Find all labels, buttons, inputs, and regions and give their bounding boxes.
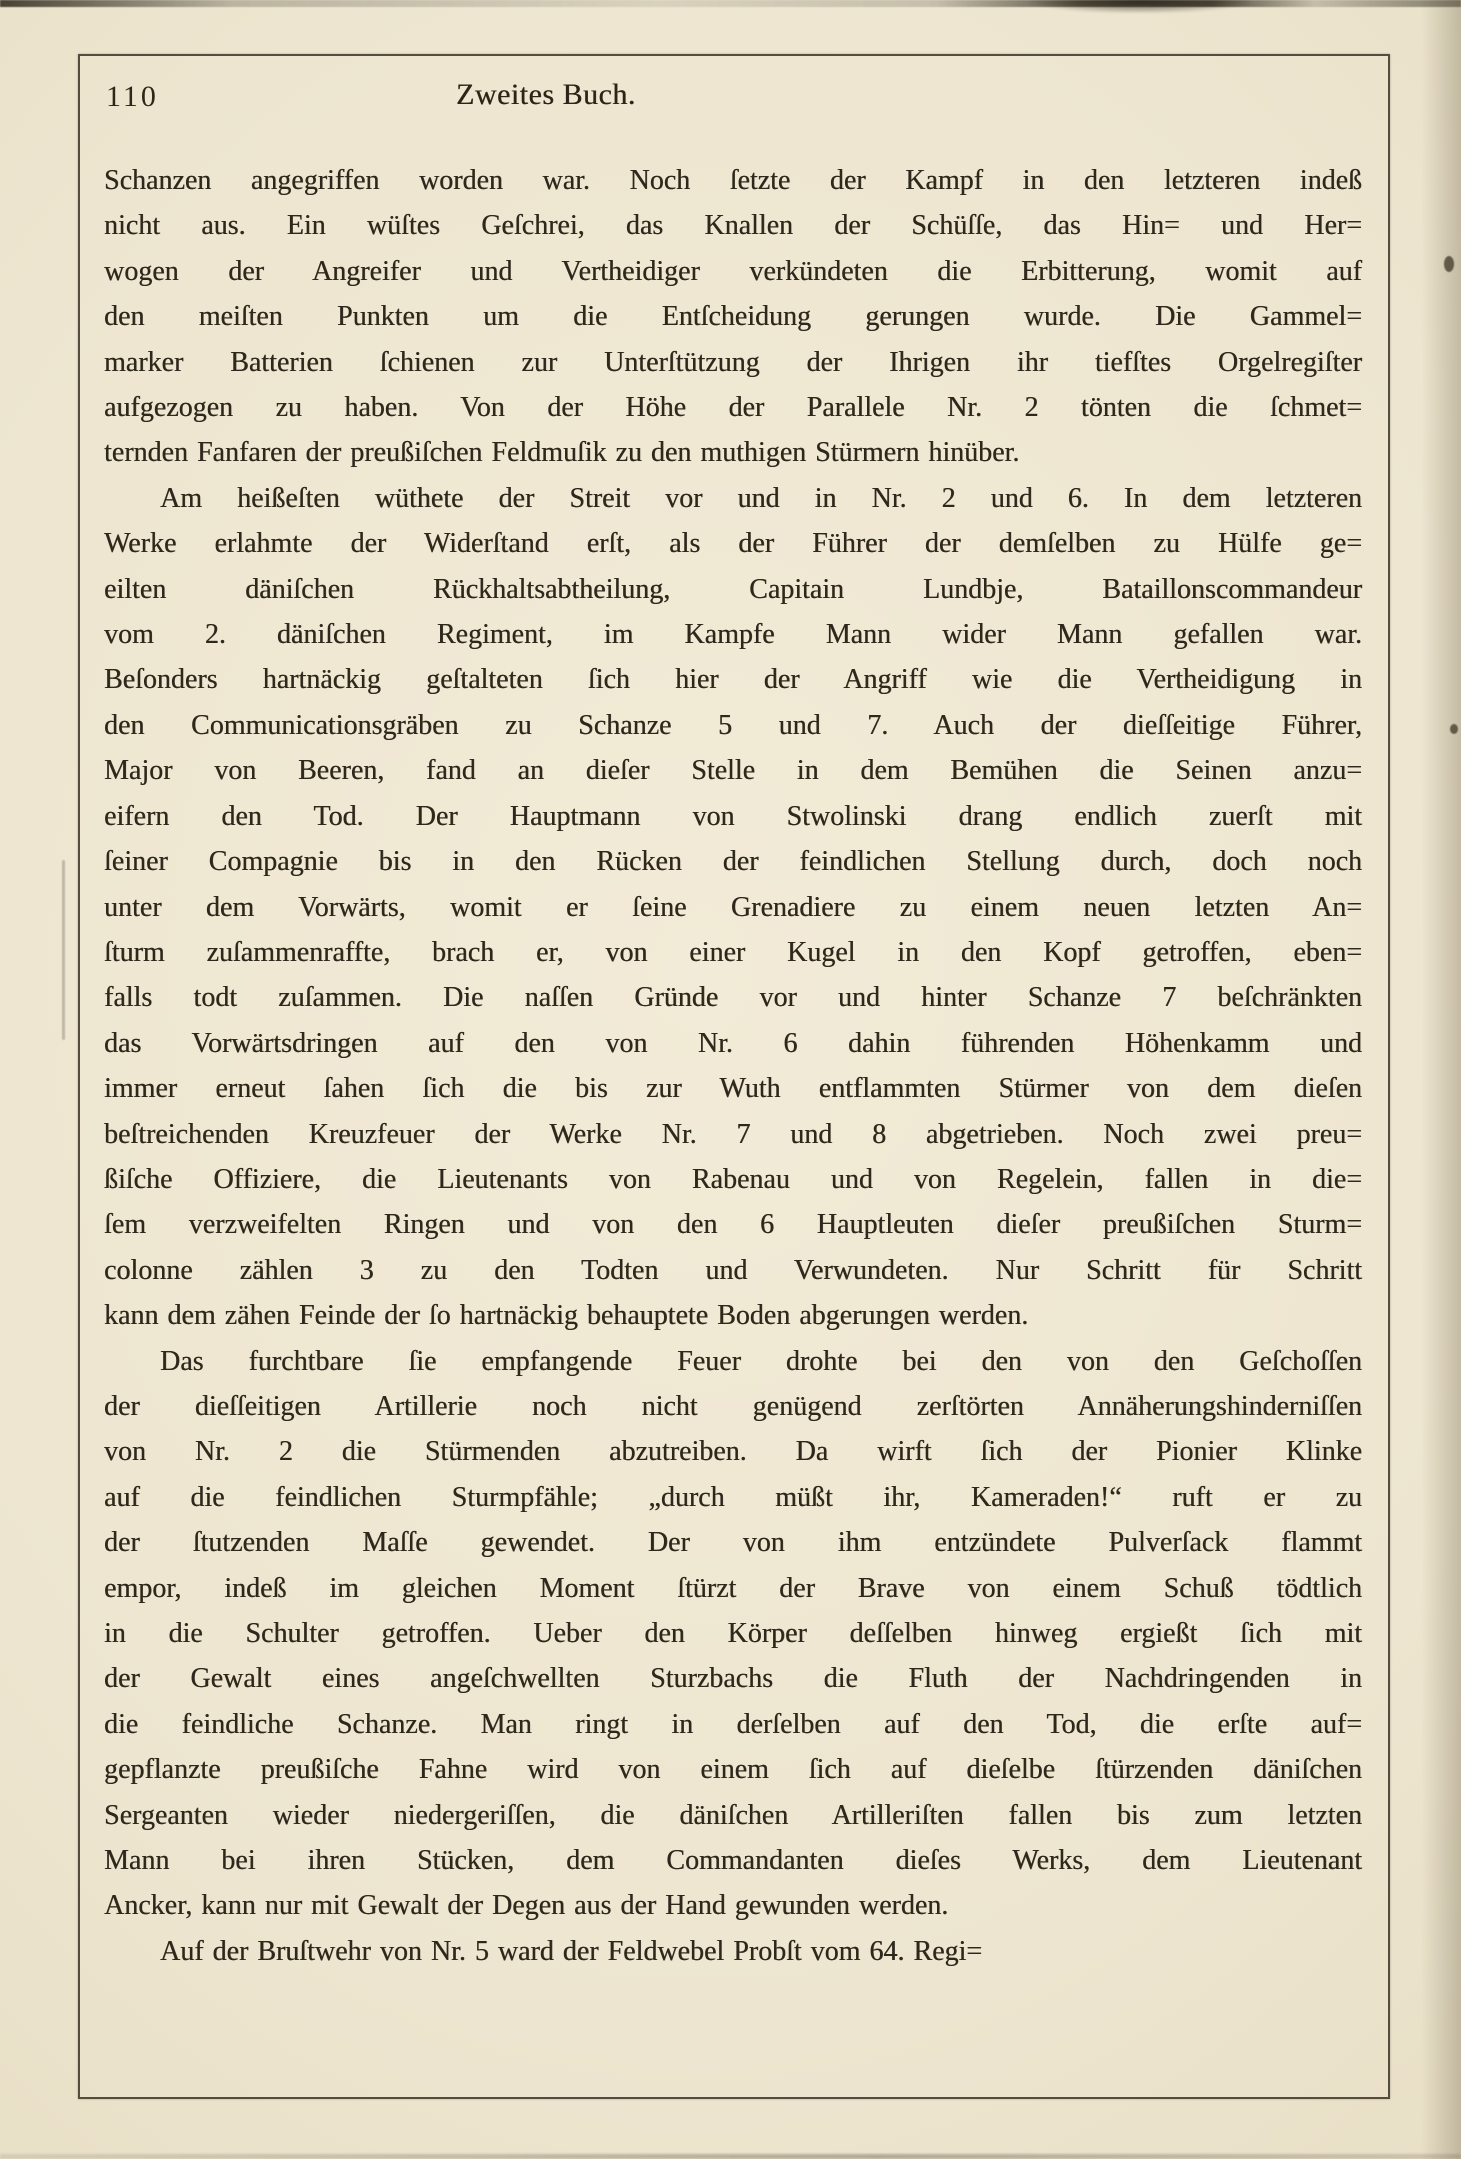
running-head-title: Zweites Buch. [456, 78, 636, 111]
paragraph [104, 476, 1362, 1339]
text-line: von Nr. 2 die Stürmenden abzutreiben. Da wirft ſich der Pionier Klinke [104, 1436, 1362, 1468]
text-line: eifern den Tod. Der Hauptmann von Stwolinski drang endlich zuerſt mit [104, 800, 1362, 832]
scan-edge-artifact-bottom [0, 2154, 1461, 2159]
page-content [104, 78, 1362, 1974]
text-line: wogen der Angreifer und Vertheidiger verkündeten die Erbitterung, womit auf [104, 255, 1362, 287]
scan-blotch [1030, 0, 1250, 13]
text-line: marker Batterien ſchienen zur Unterſtützung der Ihrigen ihr tiefſtes Orgelregiſter [104, 346, 1362, 378]
text-line: ßiſche Offiziere, die Lieutenants von Rabenau und von Regelein, fallen in die= [104, 1163, 1362, 1195]
text-line: der ſtutzenden Maſſe gewendet. Der von ihm entzündete Pulverſack flammt [104, 1527, 1362, 1559]
text-line: unter dem Vorwärts, womit er ſeine Grenadiere zu einem neuen letzten An= [104, 891, 1362, 923]
paper-speck [1444, 256, 1454, 272]
text-line: eilten däniſchen Rückhaltsabtheilung, Capitain Lundbje, Bataillonscommandeur [104, 573, 1362, 605]
text-line: Beſonders hartnäckig geſtalteten ſich hier der Angriff wie die Vertheidigung in [104, 664, 1362, 696]
text-line: Major von Beeren, fand an dieſer Stelle in dem Bemühen die Seinen anzu= [104, 755, 1362, 787]
text-line: empor, indeß im gleichen Moment ſtürzt der Brave von einem Schuß tödtlich [104, 1572, 1362, 1604]
text-line: nicht aus. Ein wüſtes Geſchrei, das Knallen der Schüſſe, das Hin= und Her= [104, 210, 1362, 242]
text-line: ſem verzweifelten Ringen und von den 6 Hauptleuten dieſer preußiſchen Sturm= [104, 1209, 1362, 1241]
paragraph [104, 1929, 1362, 1974]
text-line: Mann bei ihren Stücken, dem Commandanten dieſes Werks, dem Lieutenant [104, 1845, 1362, 1877]
text-line: immer erneut ſahen ſich die bis zur Wuth entflammten Stürmer von dem dieſen [104, 1073, 1362, 1105]
text-line: falls todt zuſammen. Die naſſen Gründe vor und hinter Schanze 7 beſchränkten [104, 982, 1362, 1014]
text-line: den meiſten Punkten um die Entſcheidung gerungen wurde. Die Gammel= [104, 301, 1362, 333]
paragraph [104, 1339, 1362, 1929]
text-line: in die Schulter getroffen. Ueber den Körper deſſelben hinweg ergießt ſich mit [104, 1618, 1362, 1649]
page-edge-shadow [1421, 0, 1461, 2159]
text-line: kann dem zähen Feinde der ſo hartnäckig behauptete Boden abgerungen werden. [104, 1300, 1029, 1332]
text-line: den Communicationsgräben zu Schanze 5 und 7. Auch der dieſſeitige Führer, [104, 709, 1362, 741]
paper-speck [1450, 724, 1458, 734]
text-line: Ancker, kann nur mit Gewalt der Degen aus der Hand gewunden werden. [104, 1890, 949, 1922]
paper-scratch [62, 860, 65, 1040]
text-line: die feindliche Schanze. Man ringt in derſelben auf den Tod, die erſte auf= [104, 1708, 1362, 1740]
text-line: Das furchtbare ſie empfangende Feuer drohte bei den von den Geſchoſſen [160, 1345, 1362, 1377]
text-line: das Vorwärtsdringen auf den von Nr. 6 dahin führenden Höhenkamm und [104, 1027, 1362, 1059]
text-line: der dieſſeitigen Artillerie noch nicht genügend zerſtörten Annäherungshinderniſſen [104, 1390, 1362, 1422]
text-line: ternden Fanfaren der preußiſchen Feldmuſik zu den muthigen Stürmern hinüber. [104, 437, 1020, 469]
text-line: ſeiner Compagnie bis in den Rücken der feindlichen Stellung durch, doch noch [104, 846, 1362, 878]
text-line: auf die feindlichen Sturmpfähle; „durch müßt ihr, Kameraden!“ ruft er zu [104, 1481, 1362, 1513]
paragraph [104, 158, 1362, 476]
text-line: gepflanzte preußiſche Fahne wird von einem ſich auf dieſelbe ſtürzenden däniſchen [104, 1754, 1362, 1786]
text-line: Sergeanten wieder niedergeriſſen, die däniſchen Artilleriſten fallen bis zum letzten [104, 1799, 1362, 1831]
text-line: Am heißeſten wüthete der Streit vor und in Nr. 2 und 6. In dem letzteren [160, 482, 1362, 514]
text-line: beſtreichenden Kreuzfeuer der Werke Nr. 7 und 8 abgetrieben. Noch zwei preu= [104, 1118, 1362, 1150]
body-text [104, 158, 1362, 1974]
text-line: der Gewalt eines angeſchwellten Sturzbachs die Fluth der Nachdringenden in [104, 1663, 1362, 1695]
text-line: Werke erlahmte der Widerſtand erſt, als der Führer der demſelben zu Hülfe ge= [104, 528, 1362, 560]
text-line: colonne zählen 3 zu den Todten und Verwundeten. Nur Schritt für Schritt [104, 1254, 1362, 1286]
text-line: ſturm zuſammenraffte, brach er, von einer Kugel in den Kopf getroffen, eben= [104, 936, 1362, 968]
text-line: aufgezogen zu haben. Von der Höhe der Parallele Nr. 2 tönten die ſchmet= [104, 392, 1362, 424]
page-number: 110 [106, 80, 159, 113]
text-line: Schanzen angegriffen worden war. Noch ſetzte der Kampf in den letzteren indeß [104, 165, 1362, 196]
text-line: vom 2. däniſchen Regiment, im Kampfe Mann wider Mann gefallen war. [104, 619, 1362, 651]
running-head [104, 78, 1362, 120]
text-line: Auf der Bruſtwehr von Nr. 5 ward der Feldwebel Probſt vom 64. Regi= [160, 1935, 983, 1967]
